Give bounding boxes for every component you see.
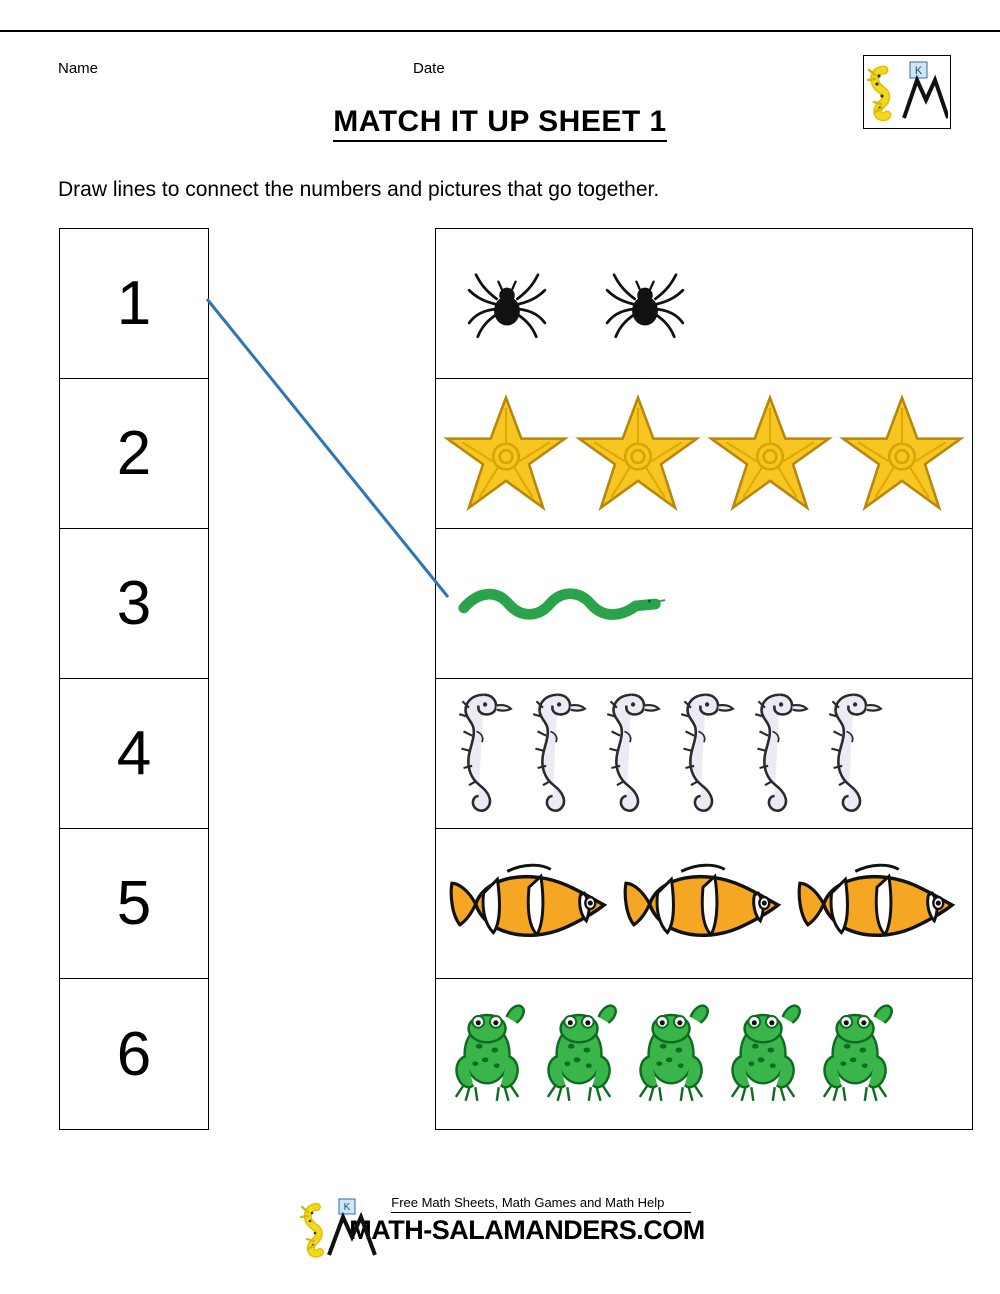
picture-row-frogs[interactable] <box>436 979 972 1129</box>
seahorse-icon <box>746 684 814 824</box>
seahorse-icon <box>820 684 888 824</box>
picture-row-snake[interactable] <box>436 529 972 679</box>
frog-icon <box>450 994 528 1114</box>
starfish-icon <box>574 390 702 518</box>
connector-line-1-to-snake <box>207 299 448 597</box>
clownfish-icon <box>620 849 788 959</box>
footer-url[interactable]: MATH-SALAMANDERS.COM <box>349 1215 705 1245</box>
name-label: Name <box>58 60 99 77</box>
clownfish-icon <box>794 849 962 959</box>
svg-text:K: K <box>343 1202 351 1213</box>
number-cell-6[interactable]: 6 <box>116 1019 152 1089</box>
number-cell-2[interactable]: 2 <box>60 379 208 529</box>
snake-icon <box>454 574 669 634</box>
page-title <box>0 105 1000 139</box>
frog-icon <box>818 994 896 1114</box>
date-label: Date <box>413 60 445 77</box>
number-cell-1[interactable]: 1 <box>60 229 208 379</box>
footer-tagline: Free Math Sheets, Math Games and Math Help <box>391 1195 691 1213</box>
footer-salamander-logo-icon <box>295 1197 391 1259</box>
page-title-text: MATCH IT UP SHEET 1 <box>333 105 666 142</box>
picture-row-clownfish[interactable] <box>436 829 972 979</box>
svg-text:K: K <box>914 65 923 77</box>
starfish-icon <box>442 390 570 518</box>
starfish-icon <box>838 390 966 518</box>
starfish-icon <box>706 390 834 518</box>
spider-icon <box>602 261 688 347</box>
picture-row-starfish[interactable] <box>436 379 972 529</box>
instructions-text: Draw lines to connect the numbers and pictures that go together. <box>58 178 660 201</box>
frog-icon <box>542 994 620 1114</box>
picture-row-seahorses[interactable] <box>436 679 972 829</box>
spider-icon <box>464 261 550 347</box>
seahorse-icon <box>598 684 666 824</box>
picture-row-spiders[interactable] <box>436 229 972 379</box>
numbers-column <box>59 228 209 1130</box>
seahorse-icon <box>672 684 740 824</box>
number-cell-5[interactable]: 5 <box>60 829 208 979</box>
number-cell-3[interactable]: 3 <box>60 529 208 679</box>
number-cell-4[interactable]: 4 <box>60 679 208 829</box>
seahorse-icon <box>524 684 592 824</box>
frog-icon <box>726 994 804 1114</box>
frog-icon <box>634 994 712 1114</box>
footer <box>0 1195 1000 1246</box>
seahorse-icon <box>450 684 518 824</box>
clownfish-icon <box>446 849 614 959</box>
pictures-column <box>435 228 973 1130</box>
top-divider <box>0 30 1000 32</box>
